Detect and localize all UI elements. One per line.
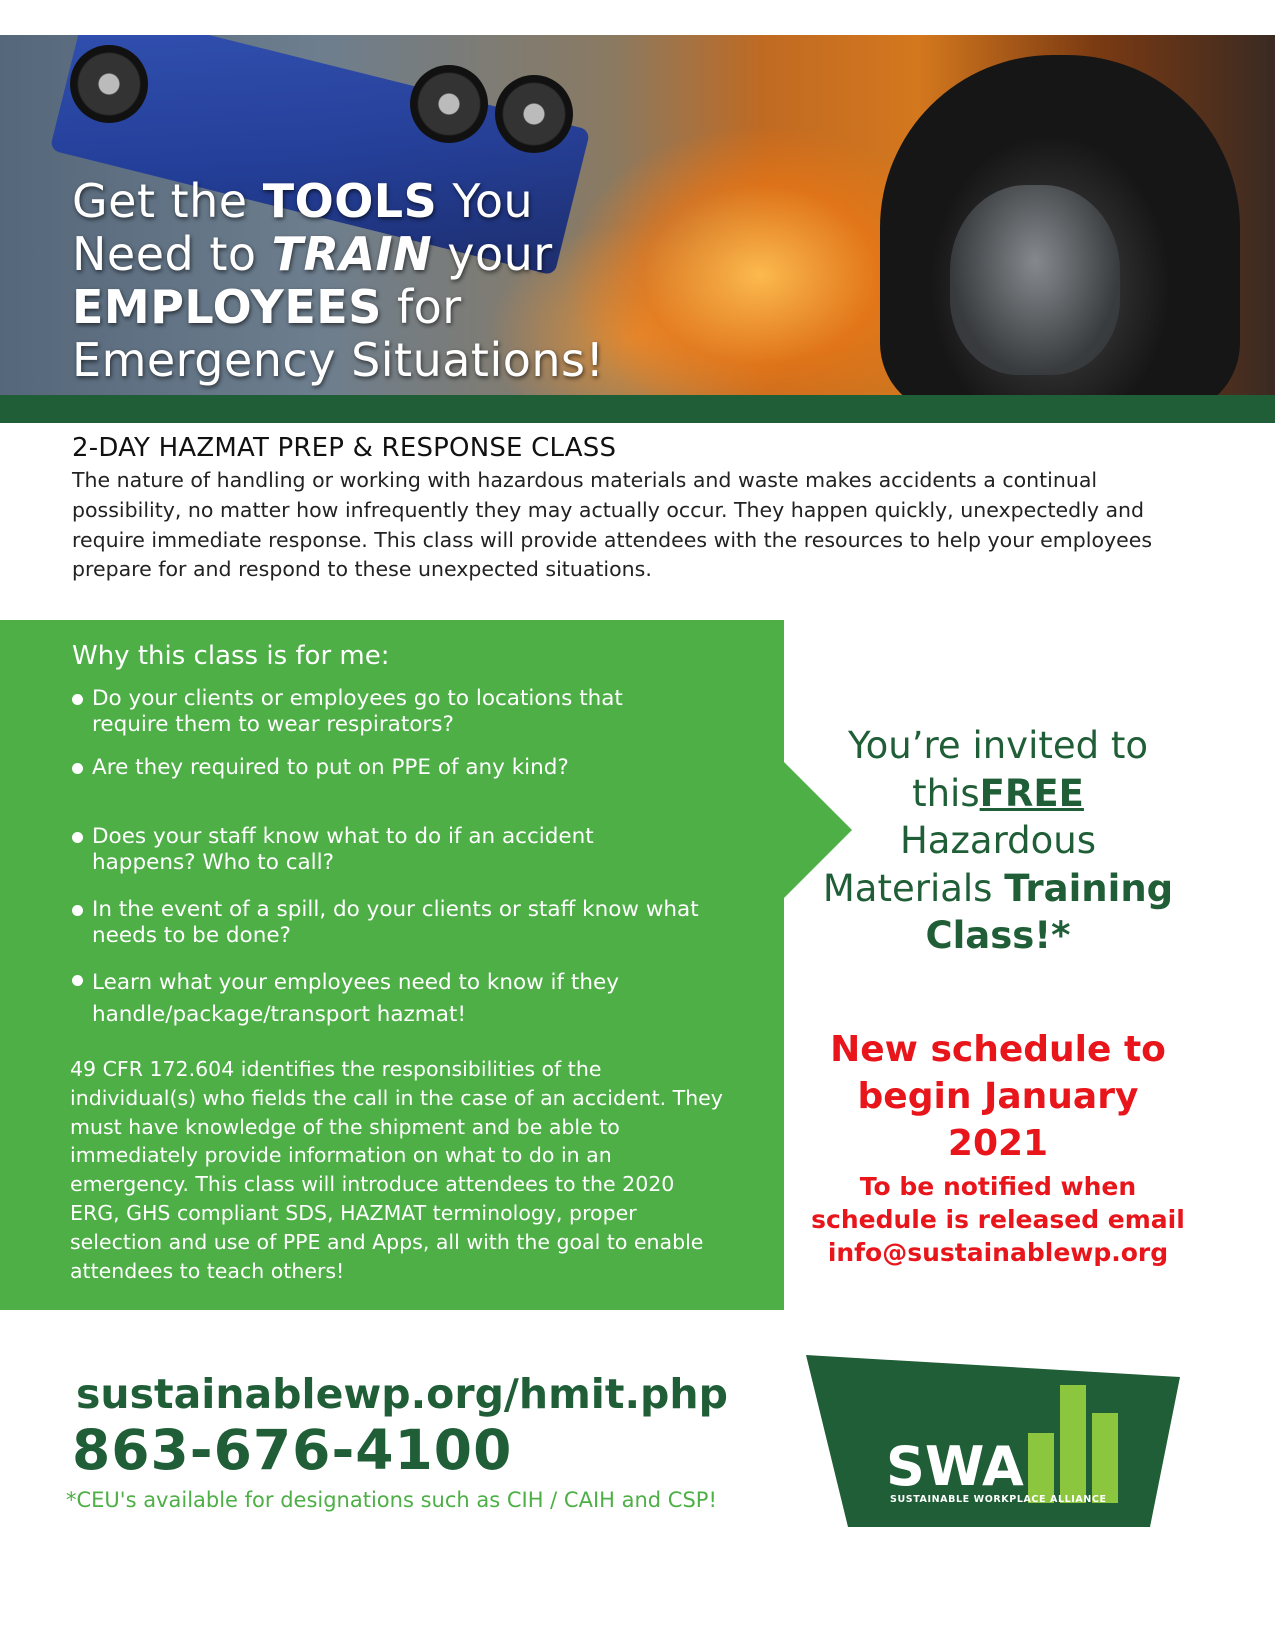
ceu-note: *CEU's available for designations such as CIH / CAIH and CSP! [66, 1488, 717, 1512]
truck-wheel [410, 65, 488, 143]
bullet-icon [72, 763, 83, 774]
website-link[interactable]: sustainablewp.org/hmit.php [76, 1370, 728, 1418]
logo-bar [1060, 1385, 1086, 1503]
list-item: In the event of a spill, do your clients or staff know what needs to be done? [72, 897, 702, 949]
bullet-icon [72, 832, 83, 843]
list-item: Does your staff know what to do if an accident happens? Who to call? [72, 824, 672, 876]
logo-bar [1028, 1433, 1054, 1503]
truck-wheel [495, 75, 573, 153]
class-title: 2-DAY HAZMAT PREP & RESPONSE CLASS [72, 433, 617, 463]
list-item: Do your clients or employees go to locations that require them to wear respirators? [72, 686, 702, 738]
notify-instructions: To be notified when schedule is released email info@sustainablewp.org [806, 1170, 1190, 1269]
phone-number[interactable]: 863-676-4100 [72, 1418, 513, 1482]
logo-tagline: SUSTAINABLE WORKPLACE ALLIANCE [890, 1494, 1107, 1505]
cfr-paragraph: 49 CFR 172.604 identifies the responsibilities of the individual(s) who fields the call in the case of an accident. They must have knowledge of the shipment and be able to immediately provide information on what to do in an emergency. This class will introduce attendees to the 2020 ERG, GHS compliant SDS, HAZMAT terminology, proper selection and use of PPE and Apps, all with the goal to enable attendees to teach others! [70, 1057, 723, 1283]
list-item: Learn what your employees need to know if they handle/package/transport hazmat! [72, 967, 632, 1031]
schedule-announcement: New schedule to begin January 2021 [830, 1029, 1166, 1164]
firefighter-mask [950, 185, 1120, 375]
hero-banner [0, 35, 1275, 415]
why-heading: Why this class is for me: [72, 641, 390, 671]
contact-email-link[interactable]: info@sustainablewp.org [827, 1238, 1169, 1267]
bullet-icon [72, 905, 83, 916]
logo-bar [1092, 1413, 1118, 1503]
bullet-icon [72, 975, 83, 986]
truck-wheel [70, 45, 148, 123]
hero-headline: Get the TOOLS You Need to TRAIN your EMPLOYEES for Emergency Situations! [72, 174, 605, 387]
invitation-text: You’re invited to thisFREE Hazardous Materials Training Class!* [822, 724, 1174, 957]
bullet-icon [72, 694, 83, 705]
divider-bar [0, 395, 1275, 423]
list-item: Are they required to put on PPE of any kind? [72, 755, 572, 781]
intro-paragraph: The nature of handling or working with hazardous materials and waste makes accidents a continual possibility, no matter how infrequently they may actually occur. They happen quickly, unexpectedly and require immediate response. This class will provide attendees with the resources to help your employees prepare for and respond to these unexpected situations. [72, 468, 1153, 582]
swa-logo [806, 1355, 1180, 1527]
logo-mark: SWA [886, 1435, 1024, 1498]
